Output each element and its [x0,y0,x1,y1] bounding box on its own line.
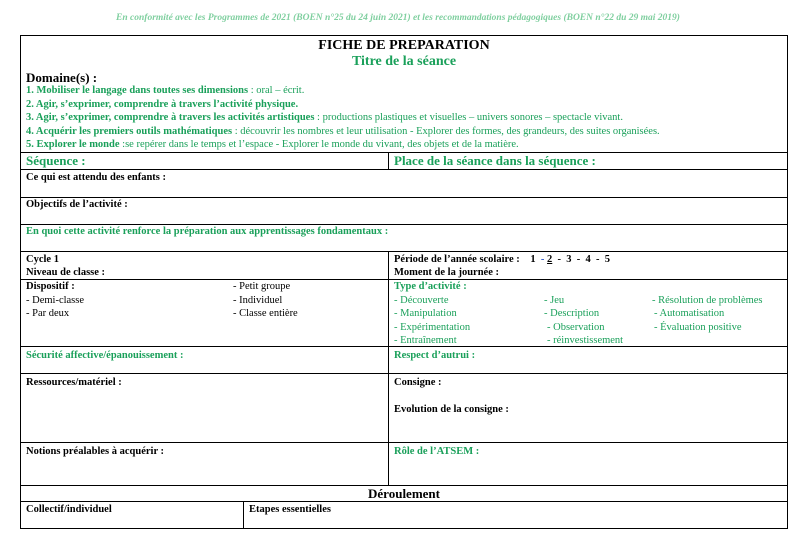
divider [21,197,787,198]
activite-option[interactable]: - Évaluation positive [654,321,742,333]
atsem-field[interactable]: Rôle de l’ATSEM : [394,446,480,457]
periode-options[interactable]: 1 - 2 - 3 - 4 - 5 [530,254,611,265]
divider [388,152,389,169]
domaine-item-title: 2. Agir, s’exprimer, comprendre à travers l’activité physique. [26,98,299,110]
activite-option[interactable]: - Jeu [544,294,565,306]
dispositif-option[interactable]: - Demi-classe [26,294,85,306]
ressources-field[interactable]: Ressources/matériel : [26,377,122,388]
domaine-item[interactable] [26,111,623,125]
domaine-item-title: 1. Mobiliser le langage dans toutes ses dimensions [26,85,249,96]
divider [21,251,787,252]
renforce-field[interactable]: En quoi cette activité renforce la préparation aux apprentissages fondamentaux : [26,226,389,237]
divider [21,169,787,170]
domaine-item-detail: : découvrir les nombres et leur utilisation - Explorer des formes, des grandeurs, des suites organisées. [232,125,660,137]
consigne-field[interactable]: Consigne : [394,377,442,388]
domaine-item[interactable] [26,84,304,98]
activite-option[interactable]: - Automatisation [654,308,725,319]
respect-field[interactable]: Respect d’autrui : [394,350,476,361]
dispositif-label: Dispositif : [26,281,75,292]
periode-label: Période de l’année scolaire : [394,254,520,265]
periode-option[interactable]: 1 [530,254,536,265]
divider [21,373,787,374]
moment-field[interactable]: Moment de la journée : [394,267,499,278]
domaine-item-detail: :se repérer dans le temps et l’espace - Explorer le monde du vivant, des objets et de la matière. [119,139,519,150]
niveau-field[interactable]: Niveau de classe : [26,267,106,278]
type-activite-label: Type d’activité : [394,281,467,292]
activite-option[interactable]: - Résolution de problèmes [652,294,763,306]
cycle-label: Cycle 1 [26,254,59,265]
place-seance-field[interactable]: Place de la séance dans la séquence : [394,153,596,168]
periode-field [394,253,610,267]
evolution-consigne-field[interactable]: Evolution de la consigne : [394,404,509,415]
divider [21,501,787,502]
periode-option[interactable]: 5 [604,254,611,265]
preparation-sheet-frame [20,35,788,529]
activite-option[interactable]: - Découverte [394,294,449,306]
periode-option[interactable]: 3 [566,254,572,265]
divider [243,501,244,529]
session-title[interactable]: Titre de la séance [351,54,457,69]
periode-option[interactable]: 2 [547,254,553,265]
periode-option[interactable]: 4 [585,254,591,265]
programme-reference-note: En conformité avec les Programmes de 2021 (BOEN n°25 du 24 juin 2021) et les recommandations pédagogiques (BOEN n°22 du 29 mai 2019) [116,13,680,23]
activite-option[interactable]: - Observation [547,321,605,333]
securite-field[interactable]: Sécurité affective/épanouissement : [26,350,184,361]
activite-option[interactable]: - Expérimentation [394,321,471,333]
activite-option[interactable]: - Entraînement [394,335,457,346]
domaine-item-detail: : productions plastiques et visuelles – univers sonores – spectacle vivant. [314,112,623,123]
domaine-item-detail: : oral – écrit. [248,85,305,96]
dispositif-option[interactable]: - Par deux [26,308,70,319]
domaines-label: Domaine(s) : [26,70,98,85]
divider [21,442,787,443]
domaine-item[interactable] [26,125,660,139]
dispositif-option[interactable]: - Petit groupe [233,281,291,292]
activite-option[interactable]: - Manipulation [394,308,457,319]
domaine-item-title: 5. Explorer le monde [26,139,120,150]
activite-option[interactable]: - réinvestissement [547,335,624,346]
domaine-item[interactable] [26,98,298,112]
collectif-column[interactable]: Collectif/individuel [26,504,112,515]
sequence-field[interactable]: Séquence : [26,153,86,168]
divider [388,251,389,485]
domaine-item-title: 3. Agir, s’exprimer, comprendre à travers les activités artistiques [26,112,315,123]
domaine-item[interactable] [26,138,519,152]
sheet-title: FICHE DE PREPARATION [318,38,490,53]
objectifs-field[interactable]: Objectifs de l’activité : [26,199,128,210]
activite-option[interactable]: - Description [544,308,600,319]
domaine-item-title: 4. Acquérir les premiers outils mathématiques [26,125,233,137]
dispositif-option[interactable]: - Classe entière [233,308,298,319]
dispositif-option[interactable]: - Individuel [233,294,283,306]
etapes-column[interactable]: Etapes essentielles [249,504,331,515]
deroulement-heading: Déroulement [368,486,440,501]
notions-field[interactable]: Notions préalables à acquérir : [26,446,165,457]
attendu-field[interactable]: Ce qui est attendu des enfants : [26,172,167,183]
